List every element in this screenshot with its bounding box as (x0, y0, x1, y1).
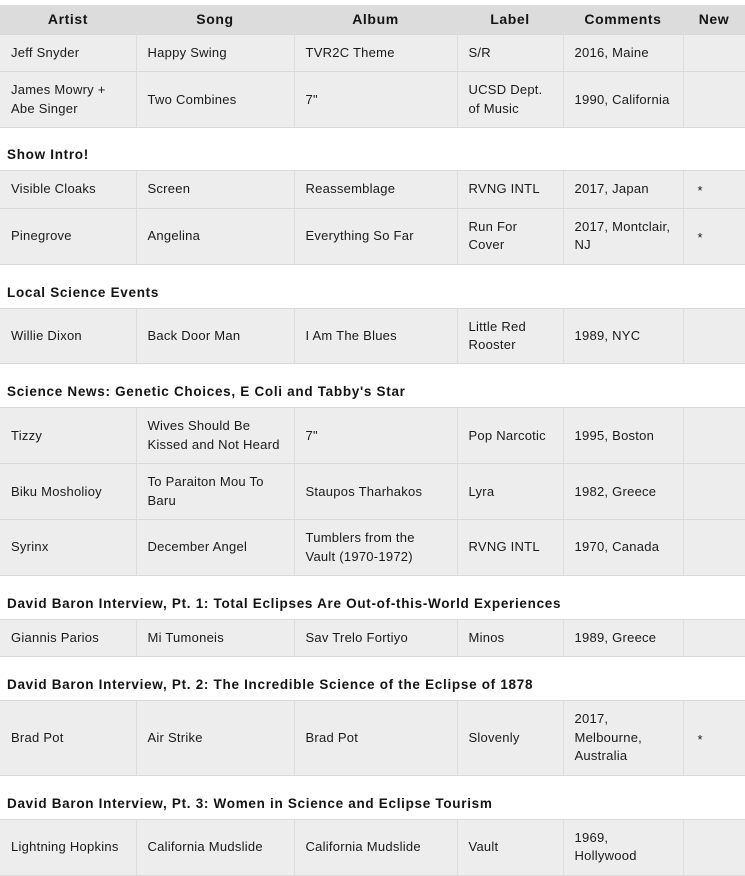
table-row (0, 520, 745, 576)
cell-song: Air Strike (136, 701, 294, 775)
cell-new (683, 208, 745, 264)
cell-new (683, 620, 745, 657)
cell-song: Mi Tumoneis (136, 620, 294, 657)
cell-artist: Visible Cloaks (0, 171, 136, 208)
cell-comments: 1989, NYC (563, 308, 683, 364)
cell-label: Minos (457, 620, 563, 657)
cell-album: Everything So Far (294, 208, 457, 264)
cell-new (683, 464, 745, 520)
cell-album: TVR2C Theme (294, 35, 457, 72)
table-row (0, 464, 745, 520)
playlist-table (0, 407, 745, 576)
table-row (0, 208, 745, 264)
cell-label: RVNG INTL (457, 520, 563, 576)
section-heading: Science News: Genetic Choices, E Coli and Tabby's Star (7, 384, 406, 400)
cell-comments: 1989, Greece (563, 620, 683, 657)
cell-new (683, 408, 745, 464)
cell-comments: 1982, Greece (563, 464, 683, 520)
table-row (0, 35, 745, 72)
cell-song: Screen (136, 171, 294, 208)
section-heading: David Baron Interview, Pt. 1: Total Eclipses Are Out-of-this-World Experiences (7, 596, 562, 612)
cell-album: 7" (294, 408, 457, 464)
playlist-table (0, 170, 745, 264)
cell-album: 7" (294, 72, 457, 128)
column-header-song[interactable]: Song (136, 5, 294, 35)
cell-artist: Tizzy (0, 408, 136, 464)
column-header-album[interactable]: Album (294, 5, 457, 35)
cell-song: Back Door Man (136, 308, 294, 364)
section-heading: Local Science Events (7, 284, 160, 300)
table-row (0, 308, 745, 364)
cell-album: Staupos Tharhakos (294, 464, 457, 520)
cell-comments: 1990, California (563, 72, 683, 128)
cell-label: Run For Cover (457, 208, 563, 264)
column-header-comments[interactable]: Comments (563, 5, 683, 35)
cell-comments: 2017, Japan (563, 171, 683, 208)
cell-song: December Angel (136, 520, 294, 576)
cell-album: Sav Trelo Fortiyo (294, 620, 457, 657)
cell-album: Reassemblage (294, 171, 457, 208)
playlist-table (0, 619, 745, 657)
cell-label: UCSD Dept. of Music (457, 72, 563, 128)
cell-label: Slovenly (457, 701, 563, 775)
playlist-table (0, 700, 745, 775)
cell-song: Happy Swing (136, 35, 294, 72)
new-star-marker: * (697, 229, 703, 245)
cell-label: RVNG INTL (457, 171, 563, 208)
cell-label: S/R (457, 35, 563, 72)
cell-artist: Willie Dixon (0, 308, 136, 364)
table-row (0, 408, 745, 464)
cell-label: Lyra (457, 464, 563, 520)
playlist-table (0, 308, 745, 365)
cell-new (683, 171, 745, 208)
cell-label: Pop Narcotic (457, 408, 563, 464)
cell-song: To Paraiton Mou To Baru (136, 464, 294, 520)
cell-song: Two Combines (136, 72, 294, 128)
cell-new (683, 72, 745, 128)
playlist-table (0, 819, 745, 876)
cell-label: Little Red Rooster (457, 308, 563, 364)
new-star-marker: * (697, 731, 703, 747)
cell-artist: Jeff Snyder (0, 35, 136, 72)
cell-artist: Pinegrove (0, 208, 136, 264)
table-header-row (0, 5, 745, 35)
cell-artist: James Mowry + Abe Singer (0, 72, 136, 128)
cell-new (683, 308, 745, 364)
section-heading: Show Intro! (7, 147, 89, 163)
cell-song: Wives Should Be Kissed and Not Heard (136, 408, 294, 464)
playlist-table (0, 5, 745, 128)
cell-album: California Mudslide (294, 819, 457, 875)
cell-comments: 2016, Maine (563, 35, 683, 72)
table-row (0, 701, 745, 775)
new-star-marker: * (697, 183, 703, 199)
cell-artist: Biku Mosholioy (0, 464, 136, 520)
table-row (0, 171, 745, 208)
cell-comments: 1969, Hollywood (563, 819, 683, 875)
cell-comments: 1995, Boston (563, 408, 683, 464)
section-heading: David Baron Interview, Pt. 3: Women in Science and Eclipse Tourism (7, 795, 493, 811)
cell-label: Vault (457, 819, 563, 875)
cell-album: I Am The Blues (294, 308, 457, 364)
cell-artist: Giannis Parios (0, 620, 136, 657)
cell-artist: Syrinx (0, 520, 136, 576)
cell-album: Tumblers from the Vault (1970-1972) (294, 520, 457, 576)
section-heading: David Baron Interview, Pt. 2: The Incredible Science of the Eclipse of 1878 (7, 677, 534, 693)
cell-new (683, 35, 745, 72)
cell-new (683, 520, 745, 576)
cell-comments: 2017, Melbourne, Australia (563, 701, 683, 775)
cell-song: California Mudslide (136, 819, 294, 875)
table-row (0, 819, 745, 875)
column-header-artist[interactable]: Artist (0, 5, 136, 35)
cell-new (683, 819, 745, 875)
cell-album: Brad Pot (294, 701, 457, 775)
cell-artist: Brad Pot (0, 701, 136, 775)
column-header-label[interactable]: Label (457, 5, 563, 35)
cell-artist: Lightning Hopkins (0, 819, 136, 875)
table-row (0, 620, 745, 657)
cell-comments: 1970, Canada (563, 520, 683, 576)
table-row (0, 72, 745, 128)
column-header-new[interactable]: New (683, 5, 745, 35)
cell-song: Angelina (136, 208, 294, 264)
cell-comments: 2017, Montclair, NJ (563, 208, 683, 264)
cell-new (683, 701, 745, 775)
